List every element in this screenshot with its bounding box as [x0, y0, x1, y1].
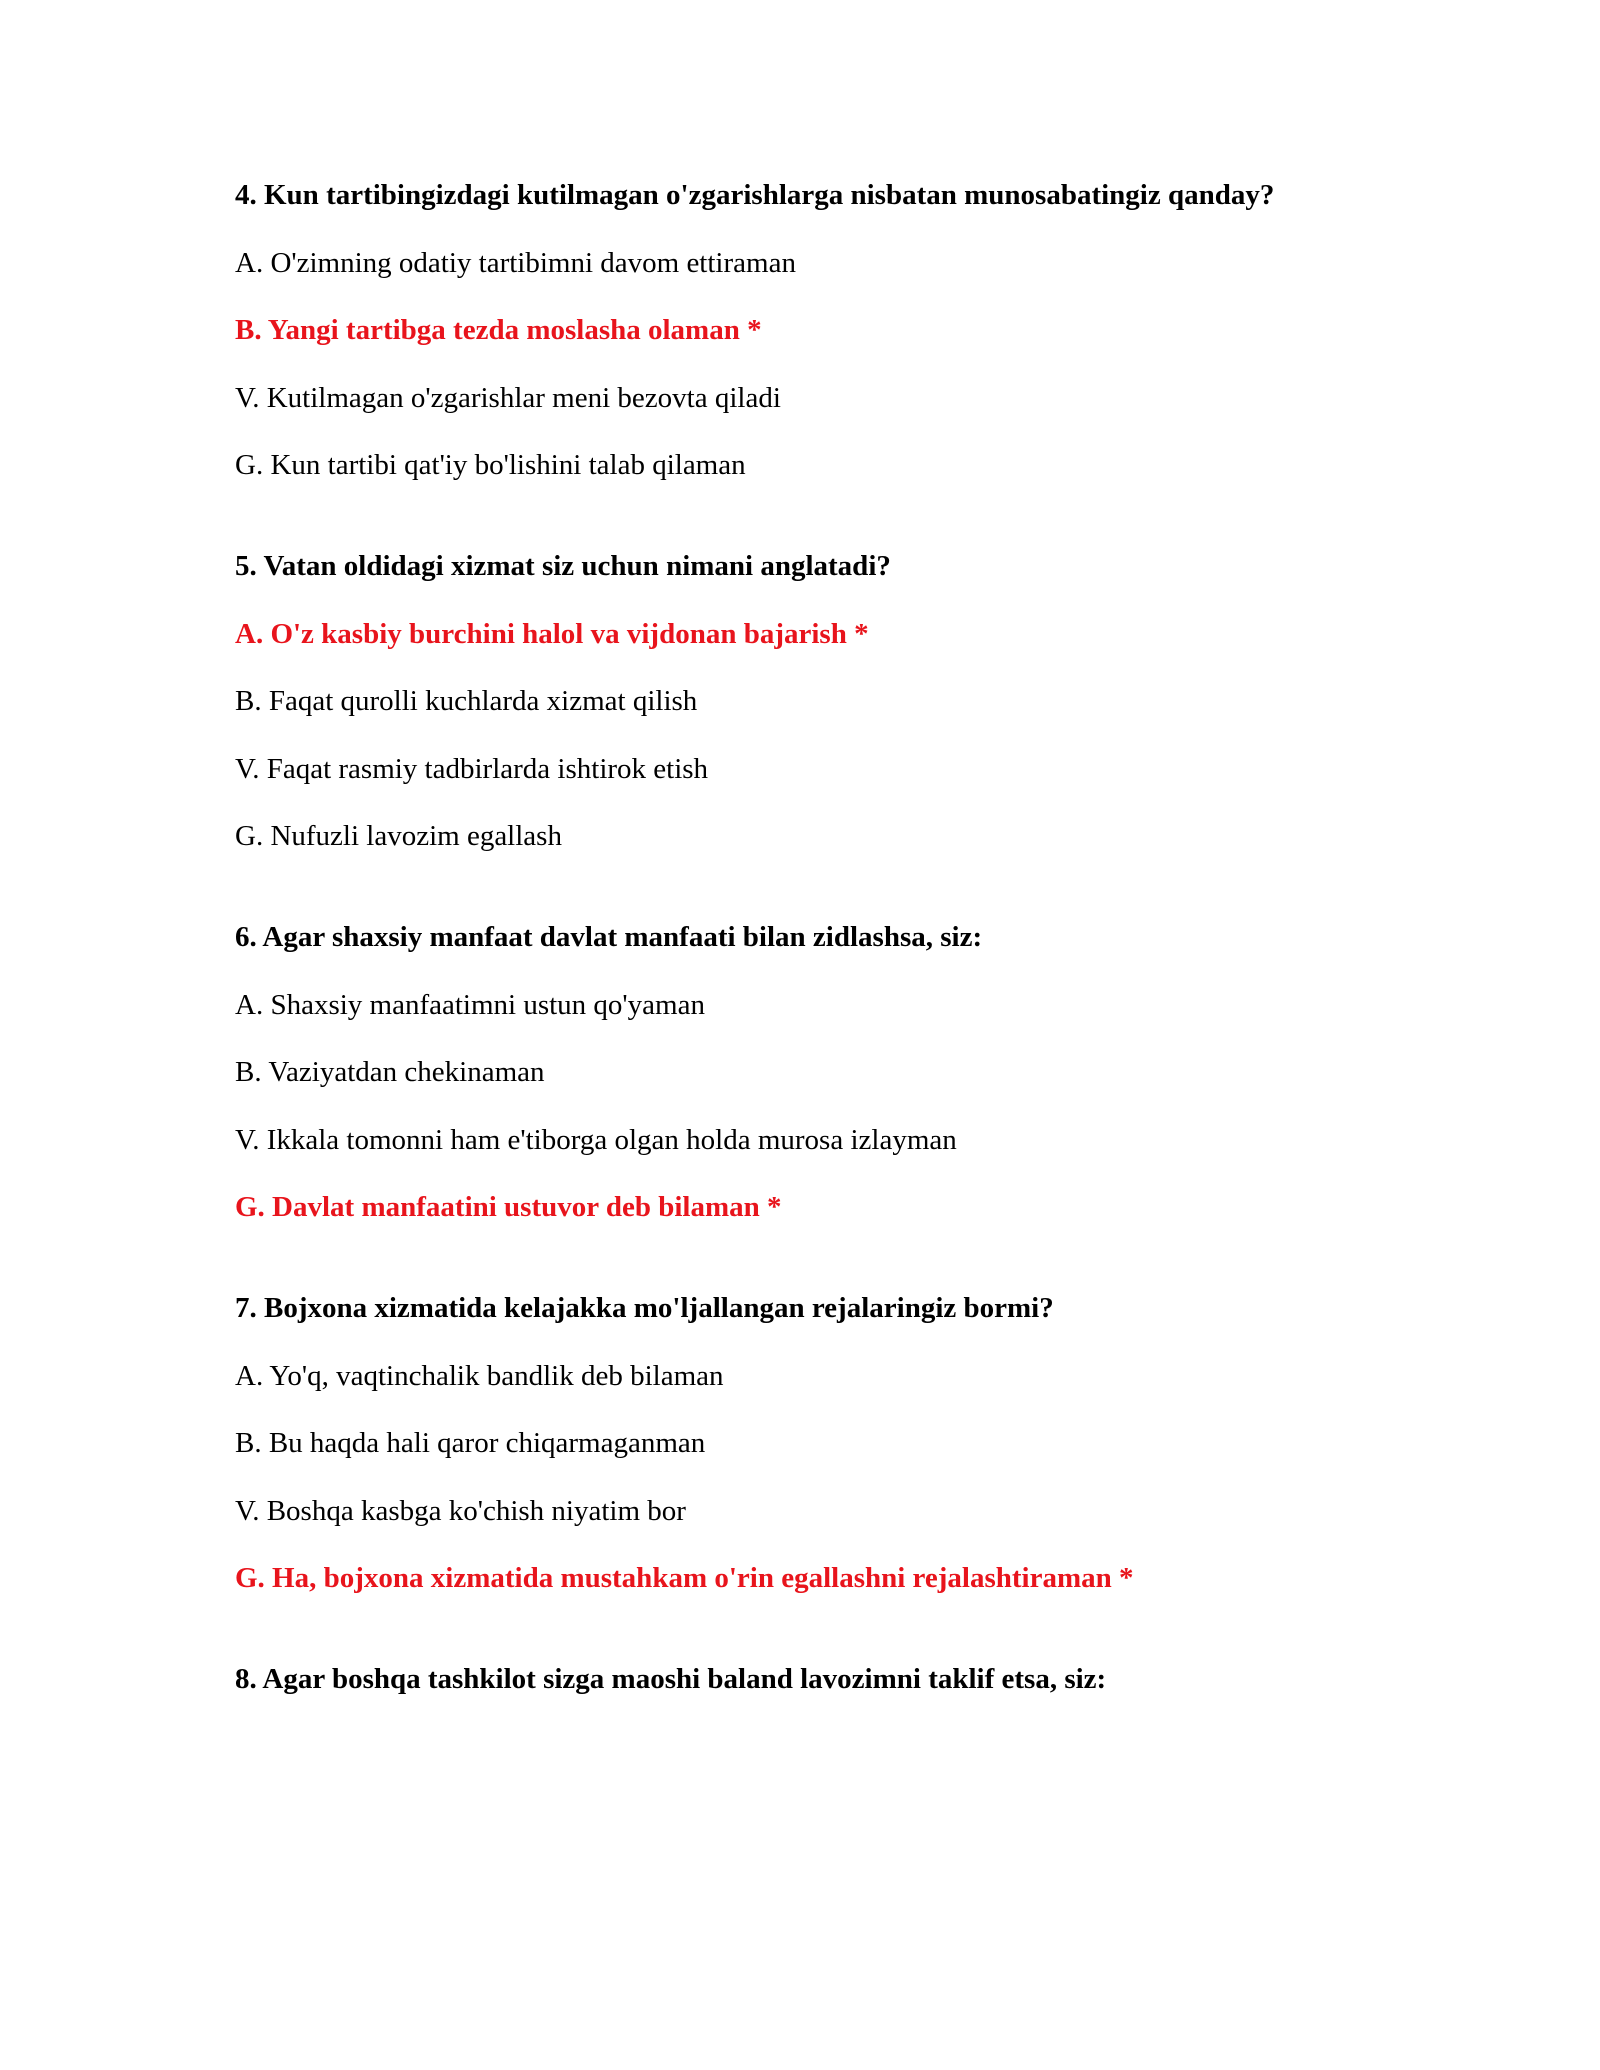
question-text: 6. Agar shaxsiy manfaat davlat manfaati bilan zidlashsa, siz:: [235, 921, 983, 953]
answer-option: B. Vaziyatdan chekinaman: [235, 1056, 545, 1088]
answer-option-correct: A. O'z kasbiy burchini halol va vijdonan bajarish *: [235, 617, 869, 650]
answer-option: G. Kun tartibi qat'iy bo'lishini talab qilaman: [235, 449, 746, 481]
document-page: [235, 178, 1475, 1763]
question-block-5: [235, 549, 1475, 853]
answer-option: B. Bu haqda hali qaror chiqarmaganman: [235, 1427, 706, 1459]
question-text: 5. Vatan oldidagi xizmat siz uchun nimani anglatadi?: [235, 550, 891, 582]
question-block-7: [235, 1291, 1475, 1595]
answer-option: A. O'zimning odatiy tartibimni davom ettiraman: [235, 246, 796, 279]
answer-option: V. Boshqa kasbga ko'chish niyatim bor: [235, 1494, 686, 1527]
answer-option: A. Yo'q, vaqtinchalik bandlik deb bilaman: [235, 1359, 724, 1392]
answer-option-correct: G. Ha, bojxona xizmatida mustahkam o'rin egallashni rejalashtiraman *: [235, 1562, 1134, 1594]
question-block-6: [235, 920, 1475, 1224]
answer-option: V. Ikkala tomonni ham e'tiborga olgan holda murosa izlayman: [235, 1123, 957, 1156]
answer-option-correct: G. Davlat manfaatini ustuvor deb bilaman *: [235, 1191, 782, 1223]
answer-option: A. Shaxsiy manfaatimni ustun qo'yaman: [235, 988, 705, 1021]
answer-option: V. Faqat rasmiy tadbirlarda ishtirok etish: [235, 752, 709, 785]
question-text: 4. Kun tartibingizdagi kutilmagan o'zgarishlarga nisbatan munosabatingiz qanday?: [235, 179, 1275, 211]
question-text: 7. Bojxona xizmatida kelajakka mo'ljallangan rejalaringiz bormi?: [235, 1292, 1054, 1324]
answer-option: G. Nufuzli lavozim egallash: [235, 820, 562, 852]
answer-option: B. Faqat qurolli kuchlarda xizmat qilish: [235, 685, 698, 717]
answer-option: V. Kutilmagan o'zgarishlar meni bezovta qiladi: [235, 381, 781, 414]
question-text: 8. Agar boshqa tashkilot sizga maoshi baland lavozimni taklif etsa, siz:: [235, 1663, 1107, 1695]
answer-option-correct: B. Yangi tartibga tezda moslasha olaman *: [235, 314, 762, 346]
question-block-4: [235, 178, 1475, 482]
question-block-8: [235, 1662, 1475, 1696]
